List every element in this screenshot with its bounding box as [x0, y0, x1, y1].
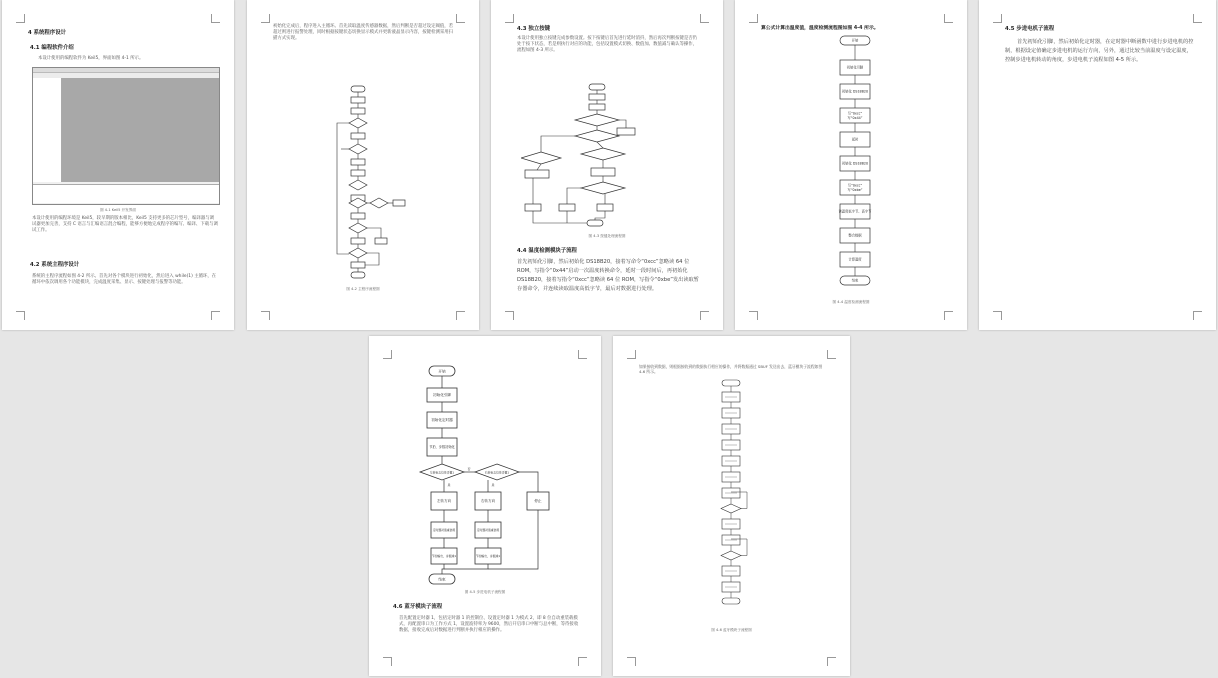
document-page-5: [979, 0, 1216, 330]
document-page-1: [2, 0, 234, 330]
margin-corner-mark: [383, 350, 392, 359]
flow-step-label: 初始化 DS18B20: [841, 161, 869, 166]
margin-corner-mark: [383, 657, 392, 666]
flow-text: 定时器初值重装载: [476, 528, 500, 532]
flow-step-label: 写“0xbe”: [847, 187, 863, 192]
paragraph: 如果接收到数据，则根据接收到的数据执行相应的操作，并将数据通过 SBUF 发送出去，蓝牙模块子流程如图 4-6 所示。: [639, 364, 824, 375]
flow-step-box: [721, 504, 741, 513]
margin-corner-mark: [1193, 311, 1202, 320]
flow-text: 右转标志位是否置1: [484, 470, 510, 475]
paragraph: 初始化完成后，程序进入主循环。首先读取温度传感器数据，然后判断是否超过设定阈值，若超过则进行报警处理，同时根据按键状态切换显示模式并更新液晶显示内容，按键检测采用扫描方式实现。: [273, 24, 454, 42]
flow-step-label: 写“0xcc”: [847, 111, 863, 116]
editor-area: [62, 78, 219, 182]
section-heading: 4.5 步进电机子流程: [1005, 26, 1055, 32]
section-heading: 4.1 编程软件介绍: [30, 45, 74, 51]
section-heading: 4.2 系统主程序设计: [30, 262, 80, 268]
flow-step-label: 初始化引脚: [846, 65, 864, 70]
flow-step-label: 写“0x44”: [847, 115, 863, 120]
stepper-motor-flowchart: [409, 364, 569, 586]
document-page-3: [491, 0, 723, 330]
margin-corner-mark: [505, 14, 514, 23]
flow-text: 否: [467, 467, 471, 471]
flow-text: 初始化引脚: [433, 393, 451, 397]
margin-corner-mark: [627, 350, 636, 359]
margin-corner-mark: [827, 350, 836, 359]
margin-corner-mark: [578, 657, 587, 666]
paragraph: 首先初始化引脚，然后初始化定时器，在定时器中断函数中进行步进电机的控制，根据设定值确定步进电机的运行方向，另外，通过比较当前温度与设定温度，控制步进电机转动的角度，步进电机子流程如图 4-5 所示。: [1005, 39, 1194, 63]
margin-corner-mark: [16, 311, 25, 320]
flow-step-label: 整合数据: [848, 233, 862, 238]
document-page-7: [613, 336, 850, 676]
flow-step-box: [722, 380, 740, 386]
flow-step-label: 结束: [851, 278, 859, 283]
margin-corner-mark: [505, 311, 514, 320]
project-panel: [33, 78, 62, 182]
margin-corner-mark: [211, 14, 220, 23]
flow-text: 节拍输出，步数减1: [475, 554, 501, 558]
document-page-4: [735, 0, 967, 330]
flow-text: 是: [491, 483, 495, 487]
flow-text: 节拍输出，步数减1: [431, 554, 457, 558]
flow-text: 是: [447, 483, 451, 487]
flow-text: 右转方向: [480, 499, 496, 503]
flow-text: 开始: [438, 369, 446, 374]
margin-corner-mark: [827, 657, 836, 666]
flow-text: 停止: [534, 499, 542, 503]
flow-step-label: 开始: [851, 38, 859, 43]
flow-text: 定时器初值重装载: [432, 528, 456, 532]
flow-text: 左转方向: [436, 499, 452, 503]
margin-corner-mark: [993, 14, 1002, 23]
flow-step-label: 延时: [851, 137, 859, 142]
flow-step-label: 初始化 DS18B20: [841, 89, 869, 94]
margin-corner-mark: [1193, 14, 1202, 23]
flow-step-label: 计算温度: [848, 257, 862, 262]
figure-caption: 图 4-1 Keil5 开发界面: [100, 208, 136, 212]
flow-step-box: [721, 551, 741, 560]
flow-text: 初始化定时器: [431, 418, 453, 422]
margin-corner-mark: [944, 14, 953, 23]
figure-caption: 图 4-4 温度检测流程图: [832, 300, 870, 304]
margin-corner-mark: [456, 311, 465, 320]
document-page-2: [247, 0, 479, 330]
figure-caption: 图 4-6 蓝牙模块子流程图: [711, 628, 752, 632]
flow-text: 左转标志位是否置1: [429, 470, 455, 475]
key-handling-flowchart: [521, 82, 651, 230]
margin-corner-mark: [749, 311, 758, 320]
keil5-screenshot: [32, 67, 220, 205]
chapter-heading: 4 系统程序设计: [28, 30, 66, 36]
margin-corner-mark: [456, 14, 465, 23]
paragraph: 本设计使用独立按键完成参数设置。按下按键后首先进行延时消抖，然后再次判断按键是否仍处于按下状态，若是则执行对应的功能，包括设置模式切换、数值加、数值减与确认等操作，流程如图 4-3 所示。: [517, 36, 698, 54]
flow-text: 节拍、步数初始化: [429, 445, 455, 449]
paragraph: 本设计使用的编程环境是 Keil5，较早期的版本相比，Keil5 支持更多的芯片型号，编译器与调试器更加完善，支持 C 语言与汇编语言混合编程，能够方便地完成程序的编写、编译、下载与调试工作。: [32, 216, 218, 234]
document-page-6: [369, 336, 601, 676]
margin-corner-mark: [944, 311, 953, 320]
margin-corner-mark: [578, 350, 587, 359]
section-heading: 4.6 蓝牙模块子流程: [393, 604, 443, 610]
margin-corner-mark: [993, 311, 1002, 320]
margin-corner-mark: [211, 311, 220, 320]
flow-step-box: [722, 598, 740, 604]
main-program-flowchart: [317, 84, 417, 280]
paragraph: 首先初始化引脚，然后初始化 DS18B20，接着写命令“0xcc”忽略读 64 位 ROM，写指令“0x44”启动一次温度转换命令，延时一段时间后，再初始化 DS18B20，接着写指令“0xcc”忽略读 64 位 ROM，写指令“0xbe”发出读取暂存器命令，并连续读取温度高低字节，最后对数据进行处理。: [517, 259, 699, 292]
paragraph: 算公式计算出温度值，温度检测流程图如图 4-4 所示。: [761, 26, 879, 31]
margin-corner-mark: [700, 311, 709, 320]
build-output-panel: [33, 184, 219, 203]
section-heading: 4.4 温度检测模块子流程: [517, 248, 577, 254]
paragraph: 首先配置定时器 1，包括定时器 1 的控制位、设置定时器 1 为模式 2，即 8 位自动重装载模式，再配置串口为工作方式 1，设置波特率为 9600，然后开启串口中断与总中断，等待接收数据，接收完成后对数据进行判断并执行相应的操作。: [399, 616, 579, 634]
figure-caption: 图 4-5 步进电机子流程图: [464, 590, 506, 594]
margin-corner-mark: [749, 14, 758, 23]
margin-corner-mark: [261, 311, 270, 320]
flow-step-label: 读温度低字节、高字节: [838, 209, 872, 214]
margin-corner-mark: [700, 14, 709, 23]
temperature-flowchart: [831, 34, 879, 296]
section-heading: 4.3 独立按键: [517, 26, 550, 32]
paragraph: 本设计使用的编程软件为 Keil5，界面如图 4-1 所示。: [38, 56, 144, 61]
margin-corner-mark: [16, 14, 25, 23]
figure-caption: 图 4-2 主程序流程图: [346, 287, 380, 291]
paragraph: 系统的主程序流程如图 4-2 所示。首先对各个模块进行初始化，然后进入 while(1) 主循环，在循环中依次调用各个功能模块，完成温度采集、显示、按键处理与报警等功能。: [32, 274, 217, 286]
margin-corner-mark: [627, 657, 636, 666]
flow-step-label: 写“0xcc”: [847, 183, 863, 188]
margin-corner-mark: [261, 14, 270, 23]
bluetooth-flowchart: [717, 378, 757, 628]
flow-text: 结束: [438, 577, 446, 582]
figure-caption: 图 4-3 按键处理流程图: [588, 234, 626, 238]
